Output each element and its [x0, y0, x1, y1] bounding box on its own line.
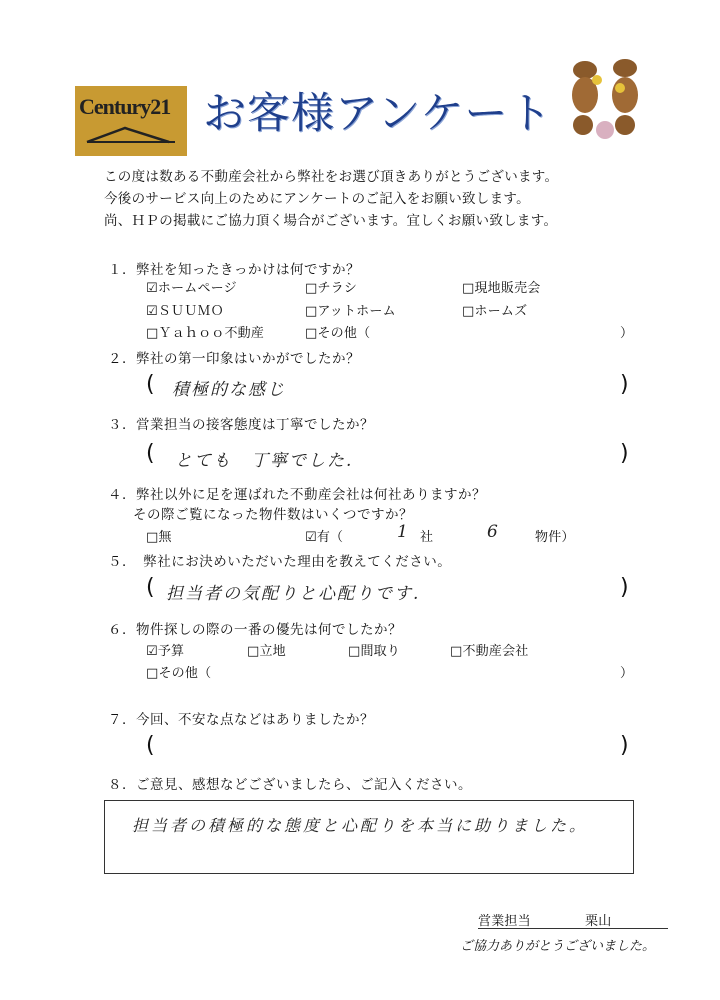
closing-thanks: ご協力ありがとうございました。 [460, 939, 656, 954]
q8-answer: 担当者の積極的な態度と心配りを本当に助りました。 [132, 816, 589, 835]
q7-close-paren: ) [620, 733, 629, 758]
dog-mascots-illustration [555, 50, 655, 150]
q1-option-homes[interactable]: □ホームズ [462, 304, 528, 319]
q8-comment-box[interactable] [104, 800, 634, 874]
q4-property-count: 6 [487, 522, 500, 542]
house-roof-icon [85, 122, 177, 144]
century21-logo [75, 86, 187, 156]
q1-option-homepage[interactable]: ☑ホームページ [146, 281, 237, 296]
q4-option-yes[interactable]: ☑有（ [305, 530, 344, 545]
q4-question: ４．弊社以外に足を運ばれた不動産会社は何社ありますか？ [108, 487, 486, 503]
intro-line-3: 尚、ＨＰの掲載にご協力頂く場合がございます。宜しくお願い致します。 [104, 213, 558, 229]
q1-question: １．弊社を知ったきっかけは何ですか？ [108, 262, 360, 278]
logo-text: Century21 [79, 94, 171, 119]
staff-signature-line [478, 928, 668, 929]
q6-option-company[interactable]: □不動産会社 [450, 644, 529, 659]
q1-option-other[interactable]: □その他（ [305, 326, 371, 341]
q5-answer: 担当者の気配りと心配りです. [166, 584, 421, 604]
q2-answer: 積極的な感じ [172, 380, 286, 400]
q3-answer: とても 丁寧でした. [175, 451, 354, 471]
q5-close-paren: ) [620, 575, 629, 600]
staff-name: 栗山 [585, 914, 612, 929]
q1-option-athome[interactable]: □アットホーム [305, 304, 396, 319]
q1-option-flyer[interactable]: □チラシ [305, 281, 358, 296]
q2-question: ２．弊社の第一印象はいかがでしたか？ [108, 351, 360, 367]
q6-option-budget[interactable]: ☑予算 [146, 644, 185, 659]
q3-close-paren: ) [620, 441, 629, 466]
q1-option-suumo[interactable]: ☑ＳＵＵＭＯ [146, 304, 224, 319]
q6-option-location[interactable]: □立地 [247, 644, 286, 659]
staff-label: 営業担当 [478, 914, 531, 929]
q4-company-unit: 社 [420, 530, 434, 545]
q4-subquestion: その際ご覧になった物件数はいくつですか？ [133, 507, 413, 523]
q6-close-paren: ） [620, 666, 634, 681]
q1-option-open-house[interactable]: □現地販売会 [462, 281, 541, 296]
q1-close-paren: ） [620, 326, 634, 341]
q1-option-yahoo[interactable]: □Ｙａｈｏｏ不動産 [146, 326, 265, 341]
q4-option-none[interactable]: □無 [146, 530, 172, 545]
q2-close-paren: ) [620, 372, 629, 397]
q8-question: ８．ご意見、感想などございましたら、ご記入ください。 [108, 777, 472, 793]
q4-property-unit: 物件） [535, 530, 575, 545]
q6-option-layout[interactable]: □間取り [348, 644, 401, 659]
intro-line-1: この度は数ある不動産会社から弊社をお選び頂きありがとうございます。 [104, 169, 559, 185]
q7-question: ７．今回、不安な点などはありましたか？ [108, 712, 374, 728]
q5-open-paren: ( [146, 575, 155, 600]
q2-open-paren: ( [146, 372, 155, 397]
page-title: お客様アンケート [203, 89, 553, 139]
q7-open-paren: ( [146, 733, 155, 758]
q3-question: ３．営業担当の接客態度は丁寧でしたか？ [108, 417, 374, 433]
q6-option-other[interactable]: □その他（ [146, 666, 212, 681]
q5-question: ５． 弊社にお決めいただいた理由を教えてください。 [108, 554, 452, 570]
q3-open-paren: ( [146, 441, 155, 466]
q4-company-count: 1 [397, 522, 410, 542]
q6-question: ６．物件探しの際の一番の優先は何でしたか？ [108, 622, 402, 638]
intro-line-2: 今後のサービス向上のためにアンケートのご記入をお願い致します。 [104, 191, 530, 207]
